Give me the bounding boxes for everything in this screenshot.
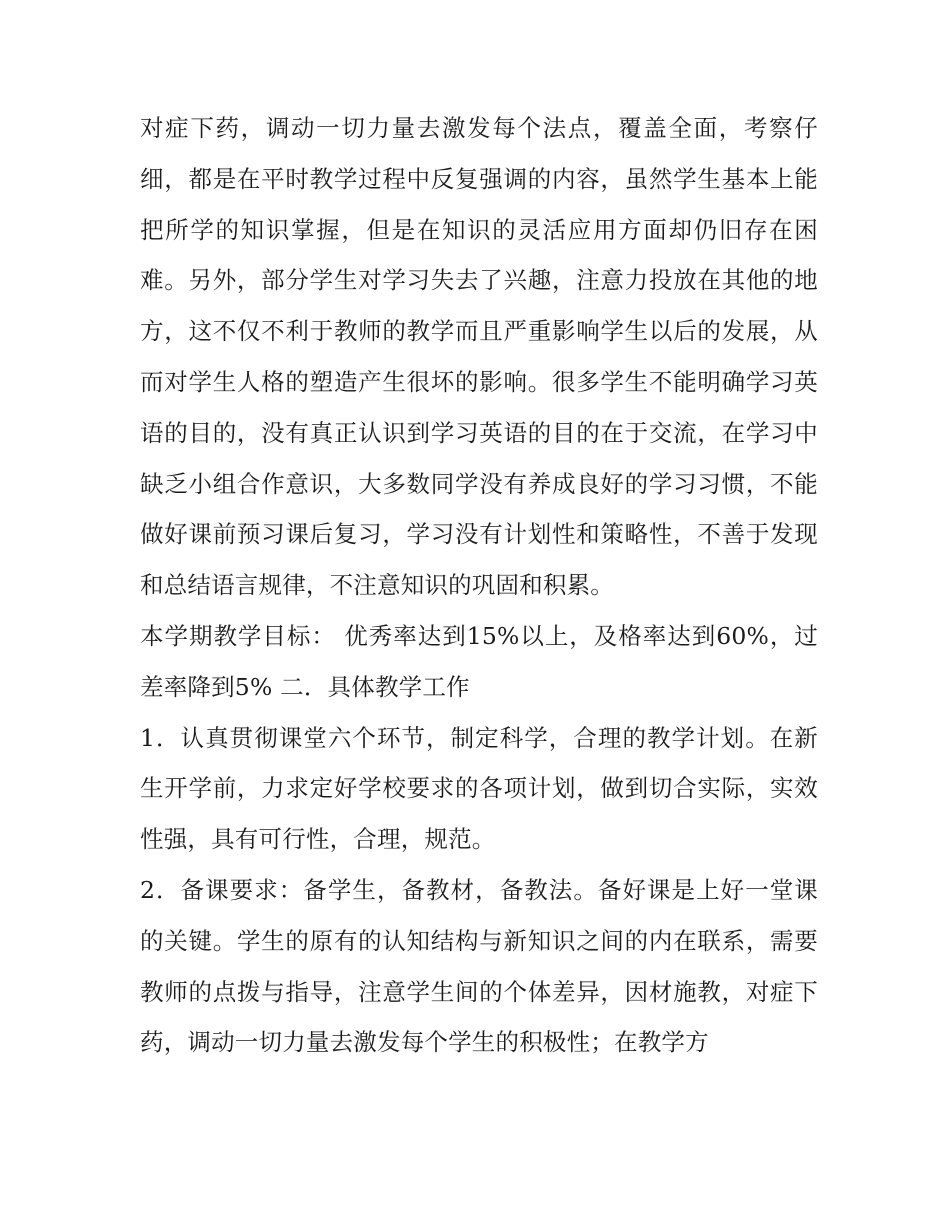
paragraph-teaching-goals: 本学期教学目标： 优秀率达到15%以上，及格率达到60%，过差率降到5% 二．具体教学工作 — [140, 621, 818, 701]
paragraph-item-2: 2．备课要求：备学生，备教材，备教法。备好课是上好一堂课的关键。学生的原有的认知结构与新知识之间的内在联系，需要教师的点拨与指导，注意学生间的个体差异，因材施教，对症下药，调动一切力量去激发每个学生的积极性；在教学方 — [140, 875, 818, 1057]
document-body — [140, 103, 818, 1068]
paragraph-item-1: 1．认真贯彻课堂六个环节，制定科学，合理的教学计划。在新生开学前，力求定好学校要求的各项计划，做到切合实际，实效性强，具有可行性，合理，规范。 — [140, 723, 818, 854]
paragraph-student-issues: 对症下药，调动一切力量去激发每个法点，覆盖全面，考察仔细，都是在平时教学过程中反复强调的内容，虽然学生基本上能把所学的知识掌握，但是在知识的灵活应用方面却仍旧存在困难。另外，部分学生对学习失去了兴趣，注意力投放在其他的地方，这不仅不利于教师的教学而且严重影响学生以后的发展，从而对学生人格的塑造产生很坏的影响。很多学生不能明确学习英语的目的，没有真正认识到学习英语的目的在于交流，在学习中缺乏小组合作意识，大多数同学没有养成良好的学习习惯，不能做好课前预习课后复习，学习没有计划性和策略性，不善于发现和总结语言规律，不注意知识的巩固和积累。 — [140, 114, 818, 600]
